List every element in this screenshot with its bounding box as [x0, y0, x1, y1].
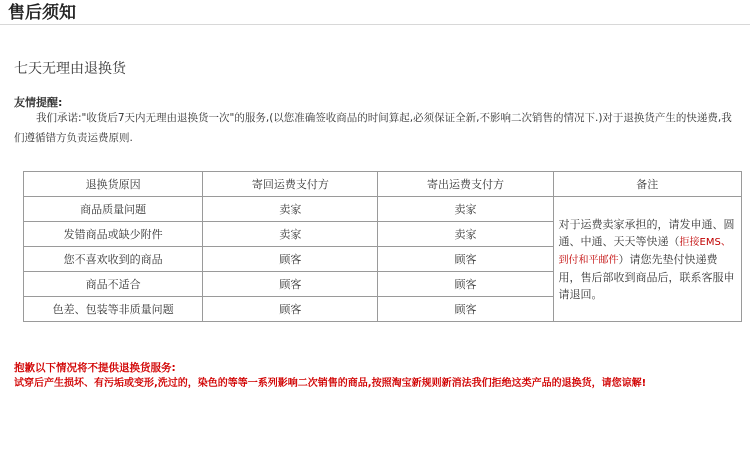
column-header: 退换货原因: [24, 172, 203, 197]
return-policy-table: [23, 171, 742, 322]
warning-text: 试穿后产生损坏、有污垢或变形,洗过的，染色的等等一系列影响二次销售的商品,按照淘宝新规则新消法我们拒绝这类产品的退换货，请您谅解!: [14, 378, 647, 389]
column-header: 备注: [553, 172, 741, 197]
reason-cell: 您不喜欢收到的商品: [24, 247, 203, 272]
return-payer-cell: 卖家: [203, 197, 378, 222]
note-cell: [553, 197, 741, 322]
return-payer-cell: 顾客: [203, 247, 378, 272]
page-title: 售后须知: [8, 3, 76, 23]
send-payer-cell: 卖家: [378, 197, 553, 222]
section-title: 七天无理由退换货: [14, 61, 126, 77]
reason-cell: 商品质量问题: [24, 197, 203, 222]
column-header: 寄出运费支付方: [378, 172, 553, 197]
reminder-label: 友情提醒:: [14, 96, 63, 109]
reason-cell: 商品不适合: [24, 272, 203, 297]
page-header: [0, 0, 750, 25]
note-text-end: ）请您先垫付快递费用，售后部收到商品后，联系客服申请退回。: [558, 252, 735, 301]
return-payer-cell: 卖家: [203, 222, 378, 247]
reason-cell: 发错商品或缺少附件: [24, 222, 203, 247]
send-payer-cell: 顾客: [378, 272, 553, 297]
return-payer-cell: 顾客: [203, 272, 378, 297]
warning-heading: 抱歉以下情况将不提供退换货服务:: [14, 362, 176, 374]
table-row: [24, 197, 742, 222]
reason-cell: 色差、包装等非质量问题: [24, 297, 203, 322]
table-header-row: [24, 172, 742, 197]
note-highlight: 拒接EMS、到付和平邮件: [558, 236, 731, 266]
reminder-text: 我们承诺:"收货后7天内无理由退换货一次"的服务,(以您准确签收商品的时间算起,必须保证全新,不影响二次销售的情况下.)对于退换货产生的快递费,我们遵循错方负责运费原则.: [14, 112, 732, 144]
return-payer-cell: 顾客: [203, 297, 378, 322]
note-text: 对于运费卖家承担的，请发申通、圆通、中通、天天等快递（: [558, 217, 735, 248]
send-payer-cell: 顾客: [378, 247, 553, 272]
column-header: 寄回运费支付方: [203, 172, 378, 197]
send-payer-cell: 顾客: [378, 297, 553, 322]
send-payer-cell: 卖家: [378, 222, 553, 247]
